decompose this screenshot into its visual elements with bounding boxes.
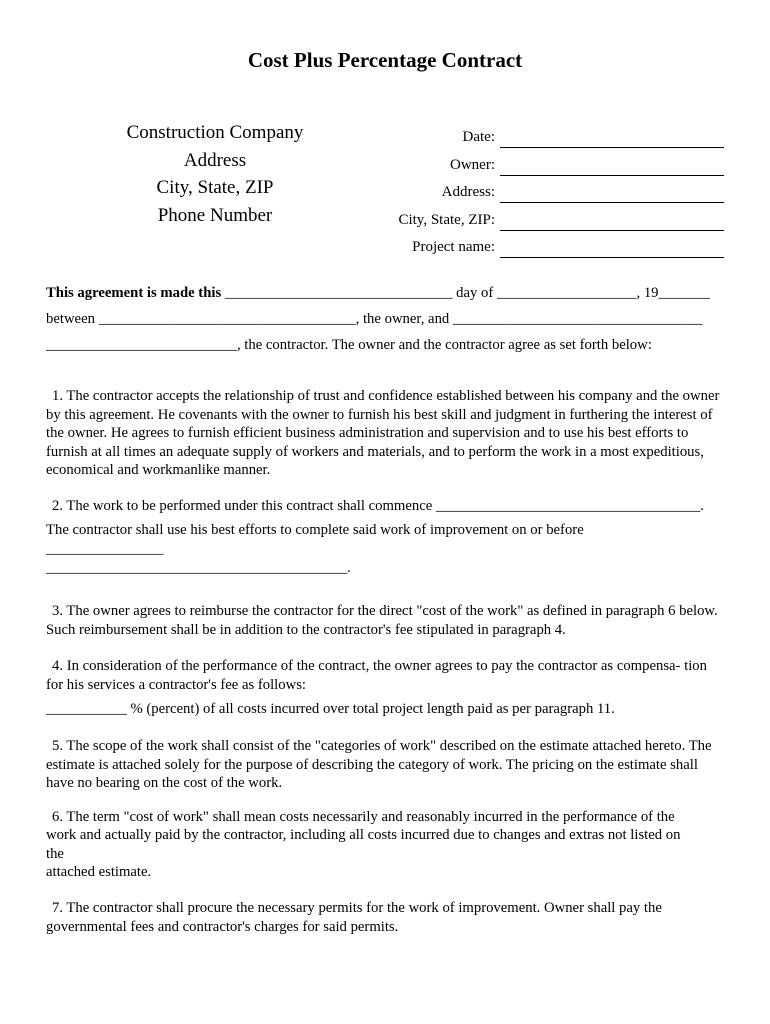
company-city: City, State, ZIP	[156, 177, 274, 198]
paragraph-2-line-3[interactable]: ________________	[46, 541, 164, 557]
paragraph-2-line-1[interactable]: 2. The work to be performed under this contract shall commence ____________________________________.	[52, 498, 704, 514]
date-field[interactable]	[500, 133, 724, 148]
paragraph-6-line-4: attached estimate.	[46, 864, 152, 880]
paragraph-7: 7. The contractor shall procure the necessary permits for the work of improvement. Owner shall pay the governmental fees and contractor's charges for said permits.	[46, 900, 662, 935]
agreement-lead: This agreement is made this	[46, 285, 222, 301]
paragraph-2-line-4[interactable]: _________________________________________.	[46, 560, 351, 576]
agreement-line-1	[46, 284, 710, 303]
project-field[interactable]	[500, 243, 724, 258]
address-label: Address:	[441, 184, 495, 200]
owner-label: Owner:	[450, 157, 495, 173]
agreement-date-blanks[interactable]: _______________________________ day of ___________________, 19_______	[221, 285, 710, 301]
project-label: Project name:	[412, 239, 495, 255]
paragraph-1: 1. The contractor accepts the relationship of trust and confidence established between his company and the owner by this agreement. He covenants with the owner to furnish his best skill and judgment in furthering the interest of the owner. He agrees to furnish efficient business administration and supervision and to use his best efforts to furnish at all times an adequate supply of workers and materials, and to perform the work in a most expeditious, economical and workmanlike manner.	[46, 388, 720, 478]
agreement-line-2[interactable]: between ___________________________________, the owner, and __________________________________	[46, 311, 703, 327]
city-field[interactable]	[500, 216, 724, 231]
city-label: City, State, ZIP:	[398, 212, 495, 228]
date-label: Date:	[462, 129, 495, 145]
company-phone: Phone Number	[157, 205, 273, 226]
paragraph-2-line-2: The contractor shall use his best efforts to complete said work of improvement on or before	[46, 522, 584, 538]
address-field[interactable]	[500, 188, 724, 203]
paragraph-4: 4. In consideration of the performance of the contract, the owner agrees to pay the contractor as compensa- tion for his services a contractor's fee as follows:	[46, 658, 707, 693]
paragraph-4-fee[interactable]: ___________ % (percent) of all costs incurred over total project length paid as per paragraph 11.	[46, 701, 615, 717]
company-address: Address	[183, 150, 247, 171]
paragraph-3: 3. The owner agrees to reimburse the contractor for the direct "cost of the work" as defined in paragraph 6 below. Such reimbursement shall be in addition to the contractor's fee stipulated in paragraph 4.	[46, 603, 718, 638]
paragraph-5: 5. The scope of the work shall consist of the "categories of work" described on the estimate attached hereto. The estimate is attached solely for the purpose of describing the category of work. The pricing on the estimate shall have no bearing on the cost of the work.	[46, 738, 712, 791]
paragraph-6-line-1: 6. The term "cost of work" shall mean costs necessarily and reasonably incurred in the performance of the	[52, 809, 675, 825]
paragraph-6-line-3: the	[46, 846, 64, 862]
paragraph-6-line-2: work and actually paid by the contractor, including all costs incurred due to changes and extras not listed on	[46, 827, 681, 843]
company-name: Construction Company	[126, 122, 304, 143]
agreement-line-3[interactable]: __________________________, the contractor. The owner and the contractor agree as set forth below:	[46, 337, 652, 353]
document-title: Cost Plus Percentage Contract	[247, 48, 523, 72]
owner-field[interactable]	[500, 161, 724, 176]
